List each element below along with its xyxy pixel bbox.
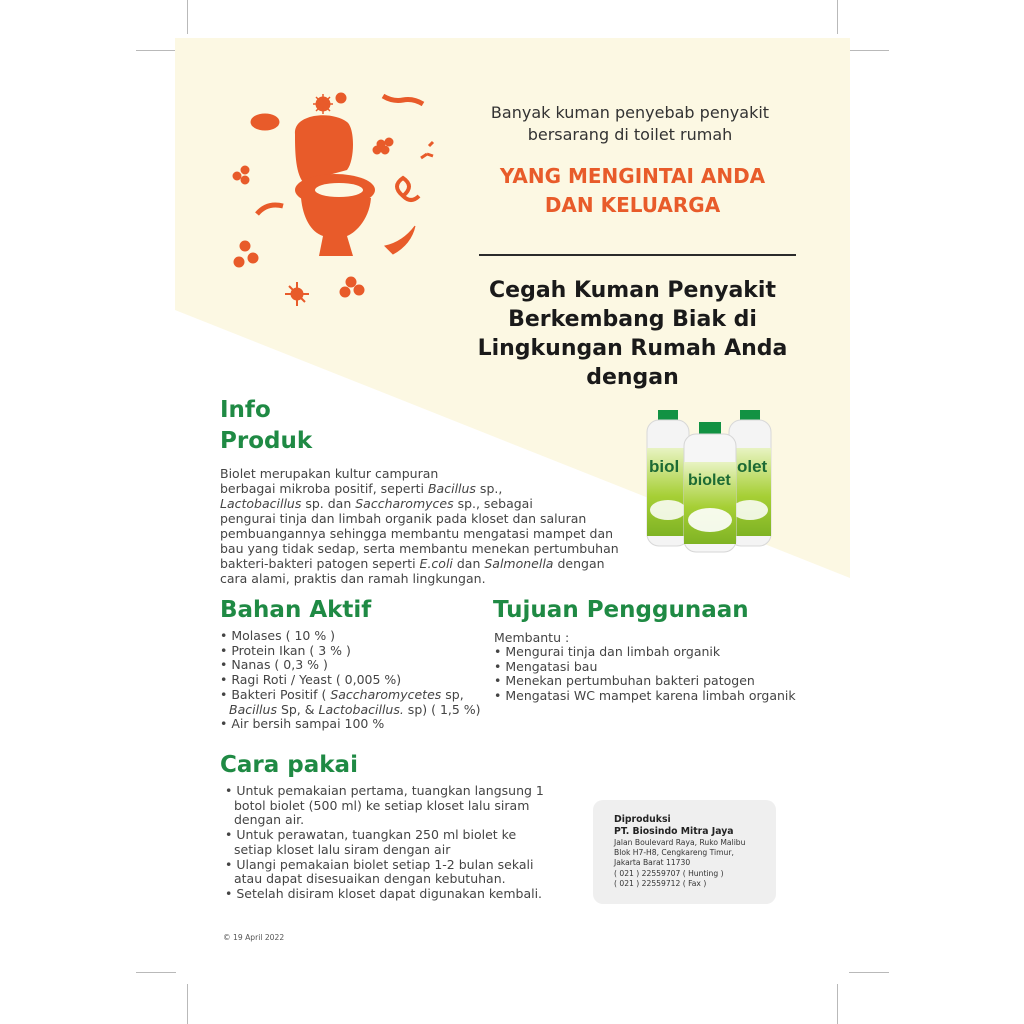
list-item: • Protein Ikan ( 3 % ) (220, 642, 351, 658)
producer-phone: ( 021 ) 22559707 ( Hunting ) (614, 868, 724, 878)
tujuan-penggunaan-title: Tujuan Penggunaan (493, 597, 749, 623)
info-text-run: bakteri-bakteri patogen seperti (220, 556, 420, 571)
info-text-run: dan (452, 556, 485, 571)
crop-mark-bottom-right-v (837, 984, 838, 1024)
producer-heading: Diproduksi (614, 814, 671, 825)
toilet-germs-illustration (223, 86, 463, 326)
bottle-brand-center: biolet (688, 472, 731, 489)
intro-line: Banyak kuman penyebab penyakit (490, 103, 770, 122)
intro-text (475, 102, 785, 146)
text-italic: Bacillus (229, 701, 277, 717)
list-item: • Air bersih sampai 100 % (220, 716, 385, 732)
list-item: • Mengatasi WC mampet karena limbah organik (494, 688, 796, 704)
text-run: sp, (441, 686, 464, 702)
producer-info (614, 814, 774, 889)
info-line (220, 496, 630, 511)
text-run: sp) ( 1,5 %) (403, 701, 481, 717)
text-italic: Lactobacillus. (318, 701, 404, 717)
info-title-line: Info (220, 397, 271, 423)
info-text-italic: Salmonella (484, 556, 554, 571)
list-item: • Mengurai tinja dan limbah organik (494, 644, 721, 659)
toilet-icon (295, 115, 375, 256)
flyer-page (175, 38, 850, 942)
text-italic: Saccharomycetes (330, 686, 442, 702)
info-text-italic: Saccharomyces (355, 496, 454, 511)
bottle-left (647, 410, 689, 546)
bottle-center (684, 422, 736, 552)
info-text-run: sp., sebagai (453, 496, 533, 511)
crop-mark-top-right-h (849, 50, 889, 51)
list-item: • Untuk perawatan, tuangkan 250 ml biolet ke setiap kloset lalu siram dengan air (225, 827, 517, 857)
info-title-line: Produk (220, 428, 313, 454)
bahan-aktif-title: Bahan Aktif (220, 597, 372, 623)
list-item: • Setelah disiram kloset dapat digunakan kembali. (225, 885, 543, 901)
info-text-italic: Bacillus (427, 481, 476, 496)
list-item: • Ulangi pemakaian biolet setiap 1-2 bulan sekali atau dapat disesuaikan dengan kebutuhan. (225, 856, 534, 887)
info-text-run: berbagai mikroba positif, seperti (220, 481, 428, 496)
info-line: pembuangannya sehingga membantu mengatasi mampet dan (220, 526, 614, 541)
info-text-run: sp., (475, 481, 503, 496)
call-to-action (460, 276, 805, 392)
product-bottles-image (641, 406, 791, 556)
producer-line: Blok H7-H8, Cengkareng Timur, (614, 848, 734, 858)
cta-line: dengan (586, 365, 679, 390)
crop-mark-top-left-h (136, 50, 176, 51)
cara-pakai-list (225, 784, 545, 902)
info-line: pengurai tinja dan limbah organik pada kloset dan saluran (220, 511, 587, 526)
cta-line: Cegah Kuman Penyakit (489, 278, 776, 303)
info-text-run: sp. dan (301, 496, 356, 511)
bottle-brand-right: olet (737, 457, 768, 476)
crop-mark-bottom-right-h (849, 972, 889, 973)
info-text-run: Biolet merupakan kultur campuran (220, 466, 439, 481)
list-item: • Ragi Roti / Yeast ( 0,005 %) (220, 672, 402, 688)
bottle-brand-left: biol (649, 457, 680, 476)
info-line (220, 481, 630, 496)
list-item: • Molases ( 10 % ) (220, 628, 336, 643)
intro-line: bersarang di toilet rumah (527, 125, 733, 144)
info-produk-title (220, 395, 380, 457)
info-line (220, 556, 630, 571)
headline (460, 162, 805, 220)
crop-mark-top-right-v (837, 0, 838, 34)
headline-line: DAN KELUARGA (544, 193, 721, 217)
crop-mark-bottom-left-v (187, 984, 188, 1024)
headline-line: YANG MENGINTAI ANDA (499, 164, 766, 188)
info-line: bau yang tidak sedap, serta membantu menekan pertumbuhan (220, 541, 619, 556)
cta-line: Lingkungan Rumah Anda (477, 336, 788, 361)
info-line (220, 466, 630, 481)
producer-line: Jalan Boulevard Raya, Ruko Malibu (614, 838, 746, 847)
info-text-italic: Lactobacillus (220, 496, 302, 511)
list-item: • Menekan pertumbuhan bakteri patogen (494, 673, 755, 689)
info-produk-description (220, 466, 630, 586)
bahan-aktif-list (220, 629, 490, 732)
cta-line: Berkembang Biak di (508, 307, 757, 332)
info-text-run: dengan (553, 556, 605, 571)
list-item: • Mengatasi bau (494, 658, 598, 674)
info-text-italic: E.coli (419, 556, 453, 571)
list-item: • Nanas ( 0,3 % ) (220, 657, 328, 673)
tujuan-list (494, 645, 814, 704)
producer-line: Jakarta Barat 11730 (614, 858, 691, 868)
producer-info-box (593, 800, 776, 904)
producer-fax: ( 021 ) 22559712 ( Fax ) (614, 878, 707, 888)
cara-pakai-title: Cara pakai (220, 752, 358, 778)
crop-mark-bottom-left-h (136, 972, 176, 973)
tujuan-lead: Membantu : (494, 630, 570, 645)
crop-mark-top-left-v (187, 0, 188, 34)
copyright-text: © 19 April 2022 (223, 933, 285, 942)
list-item: • Untuk pemakaian pertama, tuangkan langsung 1 botol biolet (500 ml) ke setiap kloset lalu siram dengan air. (225, 783, 544, 828)
divider-line (479, 254, 796, 256)
text-run: Sp, & (276, 701, 319, 717)
text-run: • Bakteri Positif ( (220, 686, 331, 702)
list-item (220, 688, 490, 717)
info-line: cara alami, praktis dan ramah lingkungan. (220, 571, 486, 586)
producer-company: PT. Biosindo Mitra Jaya (614, 826, 734, 837)
